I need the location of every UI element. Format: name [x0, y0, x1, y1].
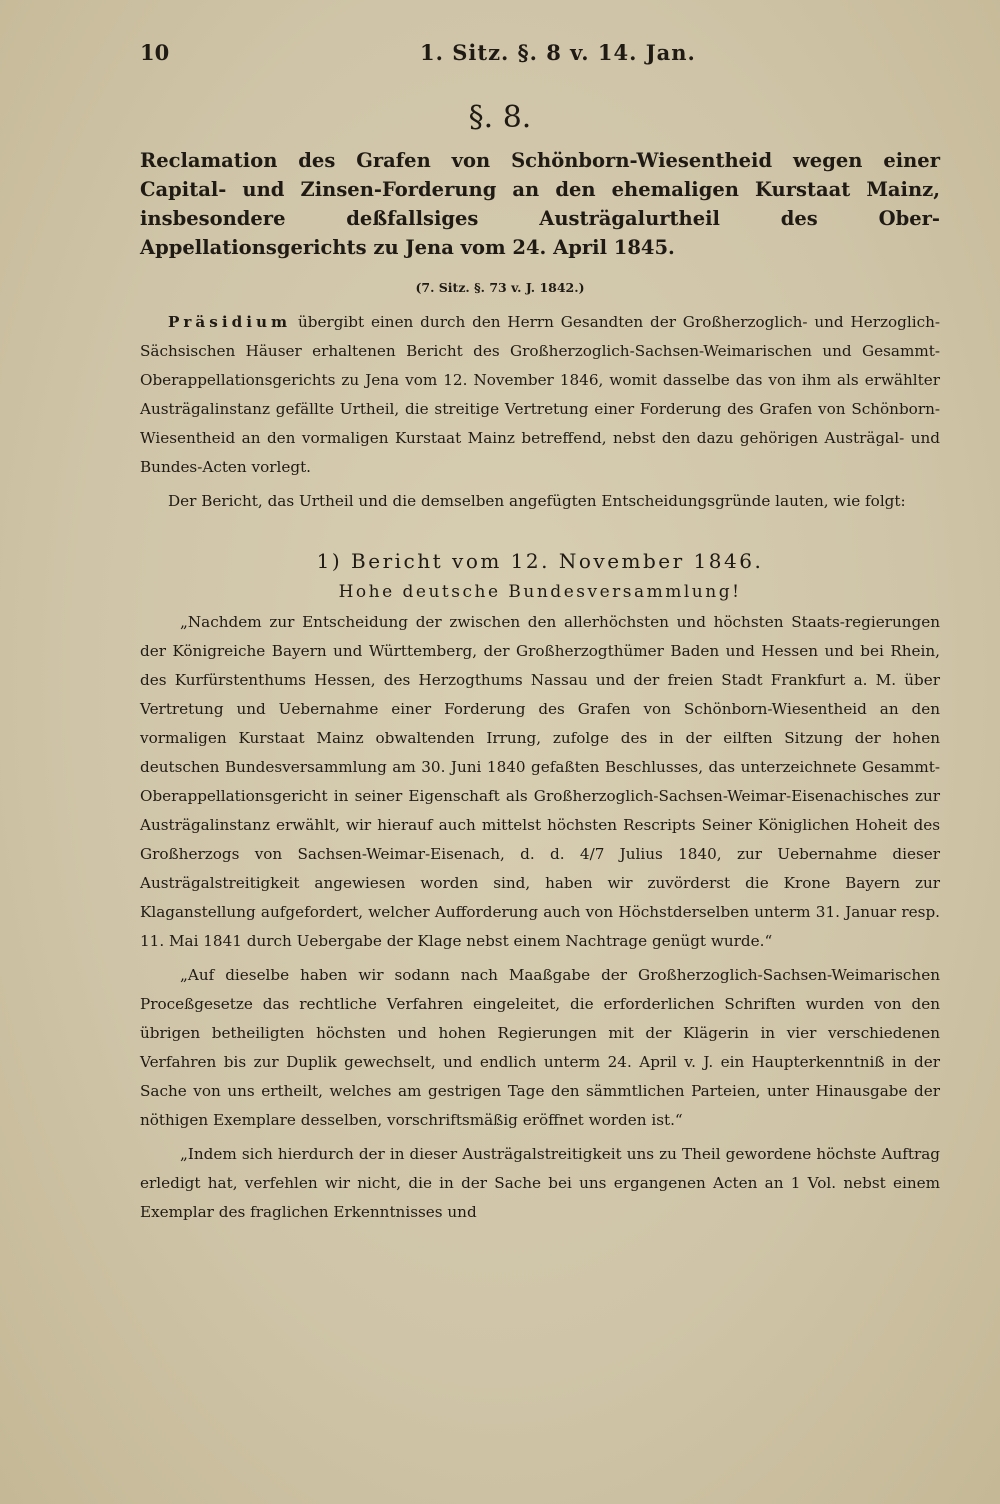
report-paragraph: „Nachdem zur Entscheidung der zwischen den allerhöchsten und höchsten Staats-regierungen der Königreiche Bayern und Württemberg, der Großherzogthümer Baden und Hessen und bei Rhein, des Kurfürstenthums Hessen, des Herzogthums Nassau und der freien Stadt Frankfurt a. M. über Vertretung und Uebernahme einer Forderung des Grafen von Schönborn-Wiesentheid an den vormaligen Kurstaat Mainz obwaltenden Irrung, zufolge des in der eilften Sitzung der hohen deutschen Bundesversammlung am 30. Juni 1840 gefaßten Beschlusses, das unterzeichnete Gesammt-Oberappellationsgericht in seiner Eigenschaft als Großherzoglich-Sachsen-Weimar-Eisenachisches zur Austrägalinstanz erwählt, wir hierauf auch mittelst höchsten Rescripts Seiner Königlichen Hoheit des Großherzogs von Sachsen-Weimar-Eisenach, d. d. 4/7 Julius 1840, zur Uebernahme dieser Austrägalstreitigkeit angewiesen worden sind, haben wir zuvörderst die Krone Bayern zur Klaganstellung aufgefordert, welcher Aufforderung auch von Höchstderselben unterm 31. Januar resp. 11. Mai 1841 durch Uebergabe der Klage nebst einem Nachtrage genügt wurde.“ — [140, 613, 940, 950]
intro-text: übergibt einen durch den Herrn Gesandten der Großherzoglich- und Herzoglich-Sächsischen Häuser erhaltenen Bericht des Großherzoglich-Sachsen-Weimarischen und Gesammt-Oberappellationsgerichts zu Jena vom 12. November 1846, womit dasselbe das von ihm als erwählter Austrägalinstanz gefällte Urtheil, die streitige Vertretung einer Forderung des Grafen von Schönborn-Wiesentheid an den vormaligen Kurstaat Mainz betreffend, nebst den dazu gehörigen Austrägal- und Bundes-Acten vorlegt. — [140, 313, 940, 476]
report-heading: 1) Bericht vom 12. November 1846. — [316, 549, 764, 573]
section-title: Reclamation des Grafen von Schönborn-Wiesentheid wegen einer Capital- und Zinsen-Forderung an den ehemaligen Kurstaat Mainz, insbesondere deßfallsiges Austrägalurtheil des Ober-Appellationsgerichts zu Jena vom 24. April 1845. — [140, 149, 940, 259]
body-text — [140, 308, 940, 1227]
running-head: 1. Sitz. §. 8 v. 14. Jan. — [420, 40, 696, 65]
report-paragraph: „Indem sich hierdurch der in dieser Austrägalstreitigkeit uns zu Theil gewordene höchste Auftrag erledigt hat, verfehlen wir nicht, die in der Sache bei uns ergangenen Acten an 1 Vol. nebst einem Exemplar des fraglichen Erkenntnisses und — [140, 1145, 940, 1221]
report-paragraph: „Auf dieselbe haben wir sodann nach Maaßgabe der Großherzoglich-Sachsen-Weimarischen Proceßgesetze das rechtliche Verfahren eingeleitet, die erforderlichen Schriften wurden von den übrigen betheiligten höchsten und hohen Regierungen mit der Klägerin in vier verschiedenen Verfahren bis zur Duplik gewechselt, und endlich unterm 24. April v. J. ein Haupterkenntniß in der Sache von uns ertheilt, welches am gestrigen Tage den sämmtlichen Parteien, unter Hinausgabe der nöthigen Exemplare desselben, vorschriftsmäßig eröffnet worden ist.“ — [140, 966, 940, 1129]
intro-second-paragraph: Der Bericht, das Urtheil und die demselben angefügten Entscheidungsgründe lauten, wie folgt: — [168, 492, 906, 510]
report-address: Hohe deutsche Bundesversammlung! — [338, 582, 742, 602]
page-header — [140, 40, 940, 74]
report-paragraphs — [140, 608, 940, 1227]
intro-paragraph — [140, 308, 940, 482]
section-mark: §. 8. — [468, 100, 532, 135]
lead-word: Präsidium — [168, 313, 292, 331]
page-number: 10 — [140, 40, 170, 65]
cross-reference: (7. Sitz. §. 73 v. J. 1842.) — [415, 280, 585, 295]
